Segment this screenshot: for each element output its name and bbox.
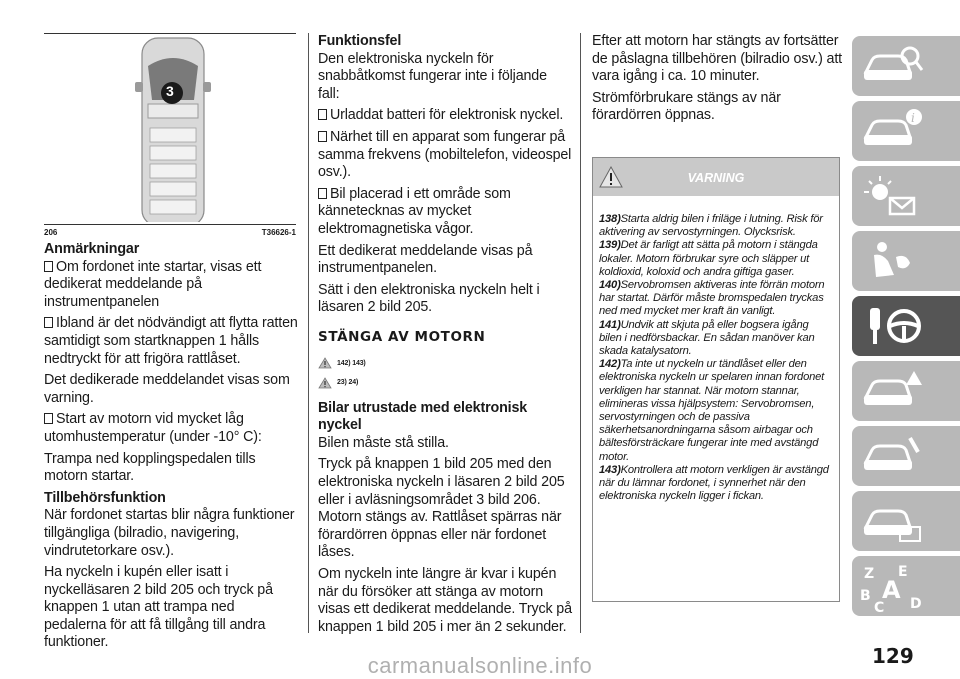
stop-text-1: Bilen måste stå stilla. — [318, 434, 449, 451]
checkbox-bullet-icon — [44, 315, 56, 331]
note-2: Ibland är det nödvändigt att flytta ratten samtidigt som startknappen 1 hålls nedtryckt för att frigöra rattlåset. — [44, 315, 298, 367]
seat-airbag-icon — [860, 237, 924, 285]
tab-car-search[interactable] — [852, 36, 960, 96]
fault-text-1: Ett dedikerat meddelande visas på instrumentpanelen. — [318, 242, 533, 277]
heading-accessory: Tillbehörsfunktion — [44, 489, 166, 506]
tab-starting-driving[interactable] — [852, 296, 960, 356]
svg-text:E: E — [898, 564, 908, 580]
info-triangle-icon — [318, 377, 332, 389]
note-4: Start av motorn vid mycket låg utomhustemperatur (under -10° C): — [44, 411, 262, 445]
column-divider-1 — [308, 33, 309, 633]
warning-triangle-icon — [318, 357, 332, 369]
warning-item: 141)Undvik att skjuta på eller bogsera igång bilen i nedförsbackar. En sådan manöver kan skada katalysatorn. — [599, 318, 815, 358]
warning-ref-1: 142) 143) — [318, 355, 572, 373]
tab-tech-data[interactable] — [852, 491, 960, 551]
note-3: Det dedikerade meddelandet visas som varning. — [44, 372, 290, 406]
watermark: carmanualsonline.info — [367, 653, 593, 678]
warning-item: 140)Servobromsen aktiveras inte förrän motorn har startat. Därför måste bromspedalen tryckas ned med mycket mer kraft än vanligt. — [599, 279, 825, 318]
checkbox-bullet-icon — [318, 186, 330, 202]
car-maintenance-icon — [860, 432, 924, 480]
svg-text:i: i — [911, 111, 915, 125]
van-top-view-illustration — [44, 36, 296, 222]
column-3 — [592, 33, 842, 129]
car-search-icon — [860, 42, 924, 90]
key-steering-wheel-icon — [860, 302, 924, 350]
svg-text:D: D — [910, 596, 922, 612]
warning-item: 138)Starta aldrig bilen i friläge i lutning. Risk för aktivering av servostyrningen. Olycksrisk. — [599, 213, 823, 239]
checkbox-bullet-icon — [318, 107, 330, 123]
figure-callout-3: 3 — [166, 83, 174, 99]
car-hazard-icon — [860, 367, 924, 415]
figure-number: 206 — [44, 228, 58, 237]
checkbox-bullet-icon — [44, 259, 56, 275]
heading-notes: Anmärkningar — [44, 241, 140, 257]
warning-header — [593, 158, 839, 196]
warning-item: 143)Kontrollera att motorn verkligen är avstängd när du lämnar fordonet, i synnerhet när den elektroniska nyckeln ligger i fickan. — [599, 463, 829, 503]
figure-code: T36626-1 — [261, 228, 296, 237]
tech-data-icon — [860, 497, 924, 545]
index-letters-icon — [860, 562, 924, 614]
warning-body — [593, 196, 839, 503]
heading-fault: Funktionsfel — [318, 33, 402, 49]
subheading-electronic-key: Bilar utrustade med elektronisk nyckel — [318, 399, 528, 434]
page-number: 129 — [872, 644, 914, 668]
checkbox-bullet-icon — [44, 411, 56, 427]
column-1 — [44, 241, 298, 656]
vehicle-top-view-figure — [44, 36, 296, 222]
tab-index[interactable] — [852, 556, 960, 616]
svg-text:Z: Z — [864, 566, 875, 582]
svg-text:B: B — [860, 588, 871, 604]
after-stop-text-2: Strömförbrukare stängs av när förardörren öppnas. — [592, 89, 781, 124]
checkbox-bullet-icon — [318, 129, 330, 145]
fault-item-2: Närhet till en apparat som fungerar på samma frekvens (mobiltelefon, videospel osv.). — [318, 128, 572, 181]
car-info-icon — [860, 107, 924, 155]
figure-bottom-rule — [44, 224, 296, 225]
tab-car-maintenance[interactable] — [852, 426, 960, 486]
fault-item-1: Urladdat batteri för elektronisk nyckel. — [318, 107, 572, 125]
warning-box — [592, 157, 840, 602]
tab-car-info[interactable] — [852, 101, 960, 161]
fault-intro: Den elektroniska nyckeln för snabbåtkomst fungerar inte i följande fall: — [318, 50, 547, 102]
accessory-text-1: När fordonet startas blir några funktioner tillgängliga (bilradio, navigering, vindrutetorkare osv.). — [44, 507, 295, 559]
warning-item: 139)Det är farligt att sätta på motorn i stängda lokaler. Motorn förbrukar syre och släpper ut koldioxid, koloxid och andra giftiga gaser. — [599, 239, 818, 278]
tab-car-hazard[interactable] — [852, 361, 960, 421]
fault-item-3: Bil placerad i ett område som kännetecknas av mycket elektromagnetiska vågor. — [318, 185, 511, 237]
fault-text-2: Sätt i den elektroniska nyckeln helt i läsaren 2 bild 205. — [318, 281, 540, 316]
column-divider-2 — [580, 33, 581, 633]
after-stop-text-1: Efter att motorn har stängts av fortsätter de påslagna tillbehören (bilradio osv.) att vara igång i ca. 10 minuter. — [592, 33, 842, 85]
tab-dashboard-lights[interactable] — [852, 166, 960, 226]
warning-title: VARNING — [687, 171, 745, 185]
accessory-text-2: Ha nyckeln i kupén eller isatt i nyckelläsaren 2 bild 205 och tryck på knappen 1 utan att trampa ned pedalerna för att få tillgång till andra funktioner. — [44, 564, 273, 651]
tab-seat-airbag[interactable] — [852, 231, 960, 291]
stop-text-2: Tryck på knappen 1 bild 205 med den elektroniska nyckeln i läsaren 2 bild 205 eller i avläsningsområdet 3 bild 206. Motorn stängs av. Rattlåset spärras när förardörren öppnas eller när fordonet låses. — [318, 456, 565, 561]
warning-item: 142)Ta inte ut nyckeln ur tändlåset eller den elektroniska nyckeln ur spelaren innan fordonet verkligen har stannat. När motorn stannar, elimineras vissa hjälpsystem: Servobromsen, servostyrningen och de passiva säkerhetsanordningarna såsom airbagar och bältesförsträckare fungerar inte med avstängd motor. — [599, 358, 825, 463]
warning-ref-2: 23) 24) — [318, 374, 572, 392]
dashboard-lights-icon — [860, 172, 924, 220]
section-heading-stop-engine: STÄNGA AV MOTORN — [318, 328, 486, 345]
stop-text-3: Om nyckeln inte längre är kvar i kupén när du försöker att stänga av motorn visas ett dedikerat meddelande. Tryck på knappen 1 bild 205 i mer än 2 sekunder. — [318, 566, 572, 635]
column-2 — [318, 33, 572, 640]
note-5: Trampa ned kopplingspedalen tills motorn startar. — [44, 450, 256, 485]
svg-text:C: C — [874, 600, 885, 614]
note-1: Om fordonet inte startar, visas ett dedikerat meddelande på instrumentpanelen — [44, 258, 262, 310]
svg-text:A: A — [882, 576, 901, 604]
figure-top-rule — [44, 33, 296, 34]
